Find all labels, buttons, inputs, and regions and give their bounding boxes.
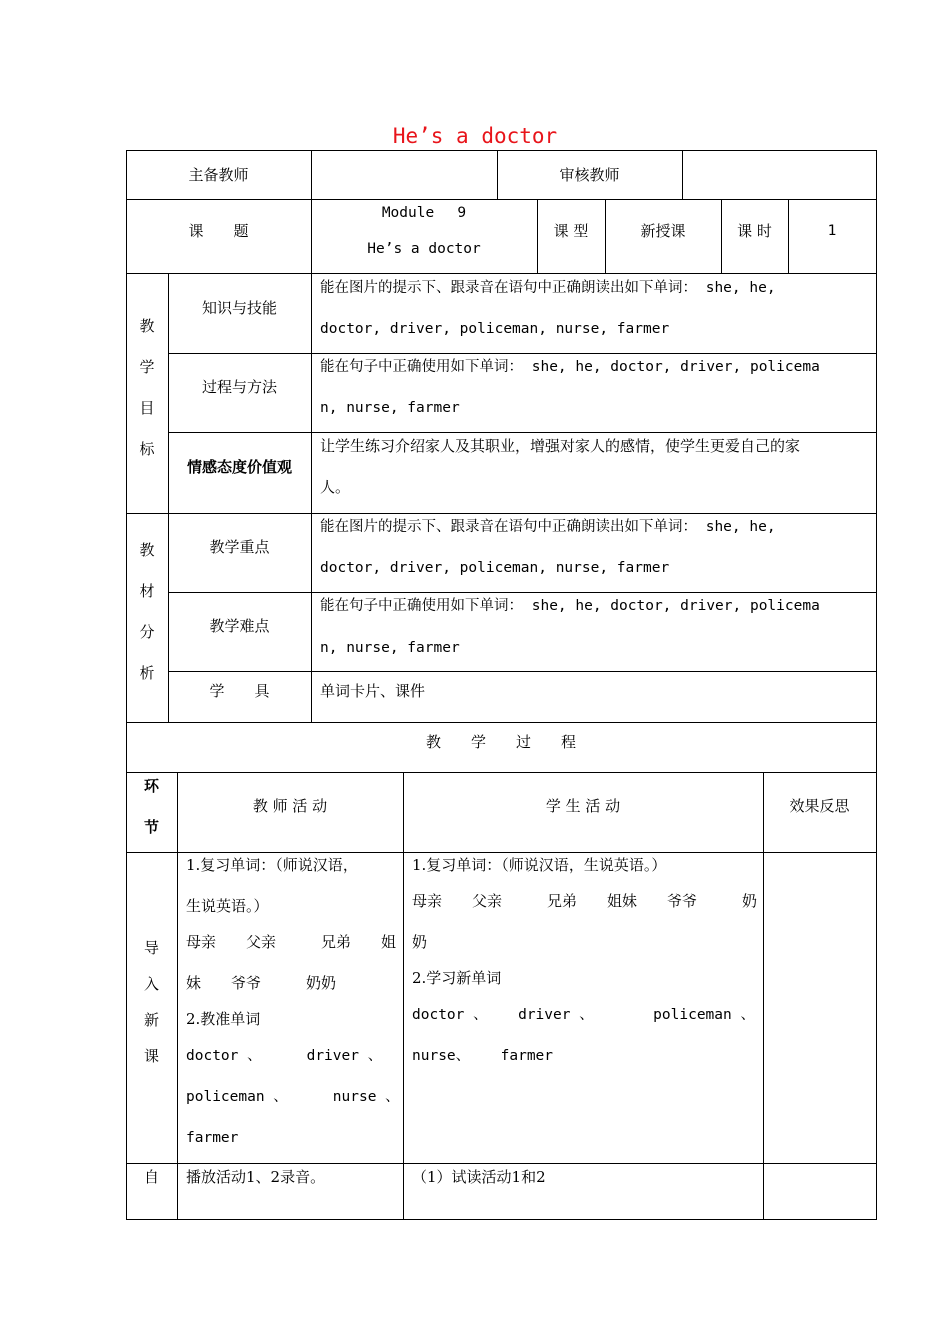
reflection-header: 效果反思 xyxy=(789,797,850,815)
teacher-activity-header: 教 师 活 动 xyxy=(252,797,328,815)
stage-column-header-line2: 节 xyxy=(143,818,159,836)
hours-value: 1 xyxy=(827,223,837,239)
stage-self-study: 自 xyxy=(143,1168,159,1186)
difficult-point-label: 教学难点 xyxy=(209,617,270,635)
difficult-point-line2: n, nurse, farmer xyxy=(320,640,460,656)
knowledge-line1: 能在图片的提示下、跟录音在语句中正确朗读出如下单词： she, he, xyxy=(320,280,776,296)
key-point-label: 教学重点 xyxy=(209,538,270,556)
emotion-line1: 让学生练习介绍家人及其职业，增强对家人的感情，使学生更爱自己的家 xyxy=(320,437,801,455)
key-point-line1: 能在图片的提示下、跟录音在语句中正确朗读出如下单词： she, he, xyxy=(320,519,776,535)
tools-label: 学 具 xyxy=(209,682,270,700)
review-teacher-label: 审核教师 xyxy=(559,166,620,184)
process-method-line1: 能在句子中正确使用如下单词： she, he, doctor, driver, policema xyxy=(320,359,820,375)
document-title: He’s a doctor xyxy=(392,124,558,148)
process-header: 教 学 过 程 xyxy=(425,733,576,751)
emotion-line2: 人。 xyxy=(320,478,351,496)
topic-label: 课 题 xyxy=(188,222,249,240)
stage-column-header-line1: 环 xyxy=(143,777,159,795)
self-study-teacher-activity: 播放活动1、2录音。 xyxy=(186,1168,326,1186)
knowledge-line2: doctor, driver, policeman, nurse, farmer xyxy=(320,321,670,337)
self-study-student-activity: （1）试读活动1和2 xyxy=(412,1168,546,1186)
topic-line1: Module 9 xyxy=(381,205,467,221)
main-teacher-label: 主备教师 xyxy=(188,166,249,184)
type-label: 课 型 xyxy=(553,222,589,240)
difficult-point-line1: 能在句子中正确使用如下单词： she, he, doctor, driver, policema xyxy=(320,598,820,614)
hours-label: 课 时 xyxy=(737,222,772,240)
key-point-line2: doctor, driver, policeman, nurse, farmer xyxy=(320,560,670,576)
process-method-line2: n, nurse, farmer xyxy=(320,400,460,416)
type-value: 新授课 xyxy=(640,222,686,240)
emotion-label: 情感态度价值观 xyxy=(186,458,292,476)
tools-value: 单词卡片、课件 xyxy=(320,682,426,700)
knowledge-label: 知识与技能 xyxy=(201,299,277,317)
topic-line2: He’s a doctor xyxy=(367,241,481,257)
process-method-label: 过程与方法 xyxy=(201,378,277,396)
student-activity-header: 学 生 活 动 xyxy=(545,797,621,815)
